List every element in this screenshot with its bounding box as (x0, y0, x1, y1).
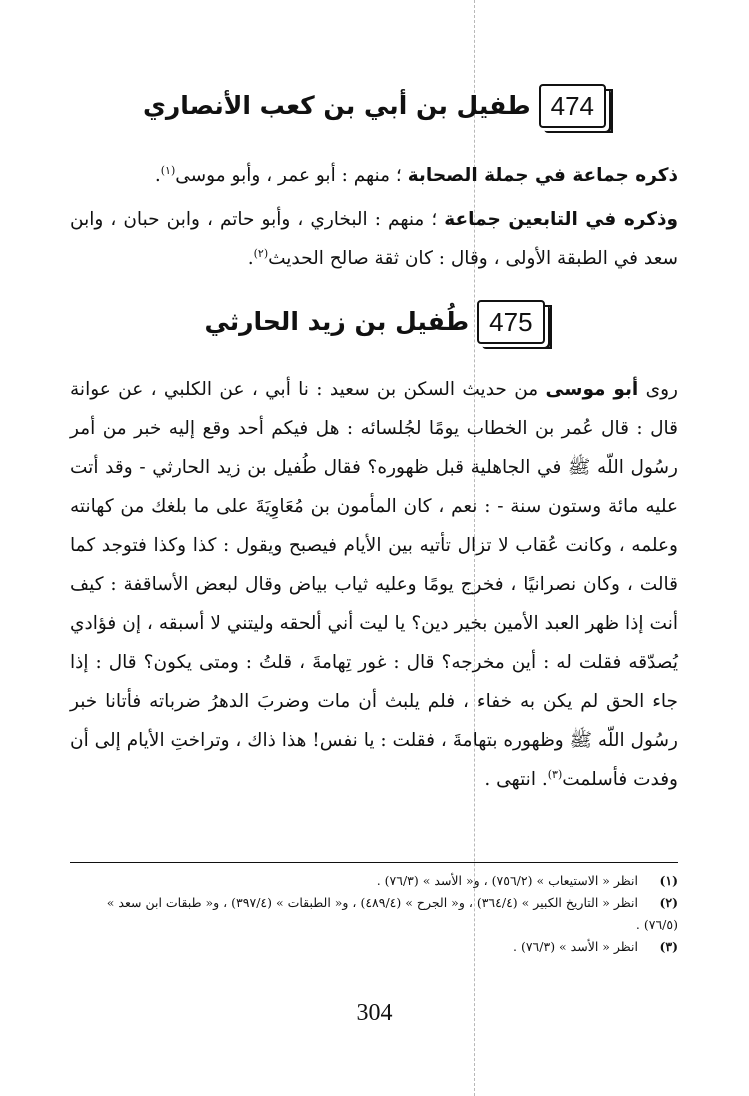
paragraph-tail: . انتهى . (484, 769, 548, 790)
entry-paragraph (70, 370, 678, 799)
paragraph-tail: . (247, 248, 254, 269)
footnote-item (70, 936, 678, 958)
entry-heading-474 (0, 84, 749, 128)
footnote-text: انظر « الاستيعاب » (٧٥٦/٢) ، و« الأسد » (٧٦/٣) . (376, 873, 639, 888)
footnote-number: (١) (659, 873, 678, 888)
paragraph-text: من حديث السكن بن سعيد : نا أبي ، عن الكلبي ، عن عوانة قال : قال عُمر بن الخطاب يومًا لجُلسائه : هل فيكم أحد وقع إليه خبر من أمر رسُول اللّه ﷺ في الجاهلية قبل ظهوره؟ فقال طُفيل بن زيد الحارثي - وقد أتت عليه مائة وستون سنة - : نعم ، كان المأمون بن مُعَاوِيَةَ على ما بلغك من كهانته وعلمه ، وكانت عُقاب لا تزال تأتيه بين الأيام فيصبح ويقول : كذا وكذا فتوجد كما قالت ، وكان نصرانيًا ، فخرج يومًا وعليه ثياب بياض وقال لبعض الأساقفة : كيف أنت إذا ظهر العبد الأمين بخير دين؟ يا ليت أني ألحقه وليتني لا أسبقه ، إن فؤادي يُصدّقه فقلت له : أين مخرجه؟ قال : غور تِهامةَ ، قلتُ : ومتى يكون؟ قال : إذا جاء الحق لم يكن به خفاء ، فلم يلبث أن مات وضربَ الدهرُ ضرباته فأتانا خبر رسُول اللّه ﷺ وظهوره بتهامةَ ، فقلت : يا نفس! هذا ذاك ، وتراختِ الأيام إلى أن وفدت فأسلمت (70, 379, 678, 790)
paragraph-pre: روى (645, 379, 678, 400)
bold-phrase: أبو موسى (545, 379, 639, 400)
entry-title: طُفيل بن زيد الحارثي (204, 307, 470, 336)
entry-number-box: 474 (539, 84, 606, 128)
footnotes-block (70, 870, 678, 958)
footnote-ref: (٣) (547, 767, 563, 781)
paragraph-text: ؛ منهم : أبو عمر ، وأبو موسى (175, 165, 402, 186)
footnote-text: انظر « التاريخ الكبير » (٣٦٤/٤) ، و« الجرح » (٤٨٩/٤) ، و« الطبقات » (٣٩٧/٤) ، و« طبقات ابن سعد » (٧٦/٥) . (106, 895, 678, 932)
entry-number-box: 475 (477, 300, 544, 344)
bold-phrase: ذكره جماعة في جملة الصحابة (407, 165, 678, 186)
entry-heading-475 (0, 300, 749, 344)
entry-paragraph (70, 200, 678, 278)
paragraph-tail: . (154, 165, 161, 186)
entry-title: طفيل بن أبي بن كعب الأنصاري (143, 91, 531, 120)
bold-phrase: وذكره في التابعين جماعة (444, 209, 679, 230)
footnote-text: انظر « الأسد » (٧٦/٣) . (513, 939, 639, 954)
footnote-ref: (٢) (253, 246, 269, 260)
footnote-number: (٢) (659, 895, 678, 910)
footnote-item (70, 870, 678, 892)
footnote-divider (70, 862, 678, 863)
page-number: 304 (356, 1000, 393, 1026)
footnote-item (70, 892, 678, 936)
paragraph-text: ؛ منهم : البخاري ، وأبو حاتم ، وابن حبان ، وابن سعد في الطبقة الأولى ، وقال : كان ثقة صالح الحديث (70, 209, 678, 269)
entry-paragraph (70, 156, 678, 195)
footnote-number: (٣) (659, 939, 678, 954)
footnote-ref: (١) (160, 163, 176, 177)
